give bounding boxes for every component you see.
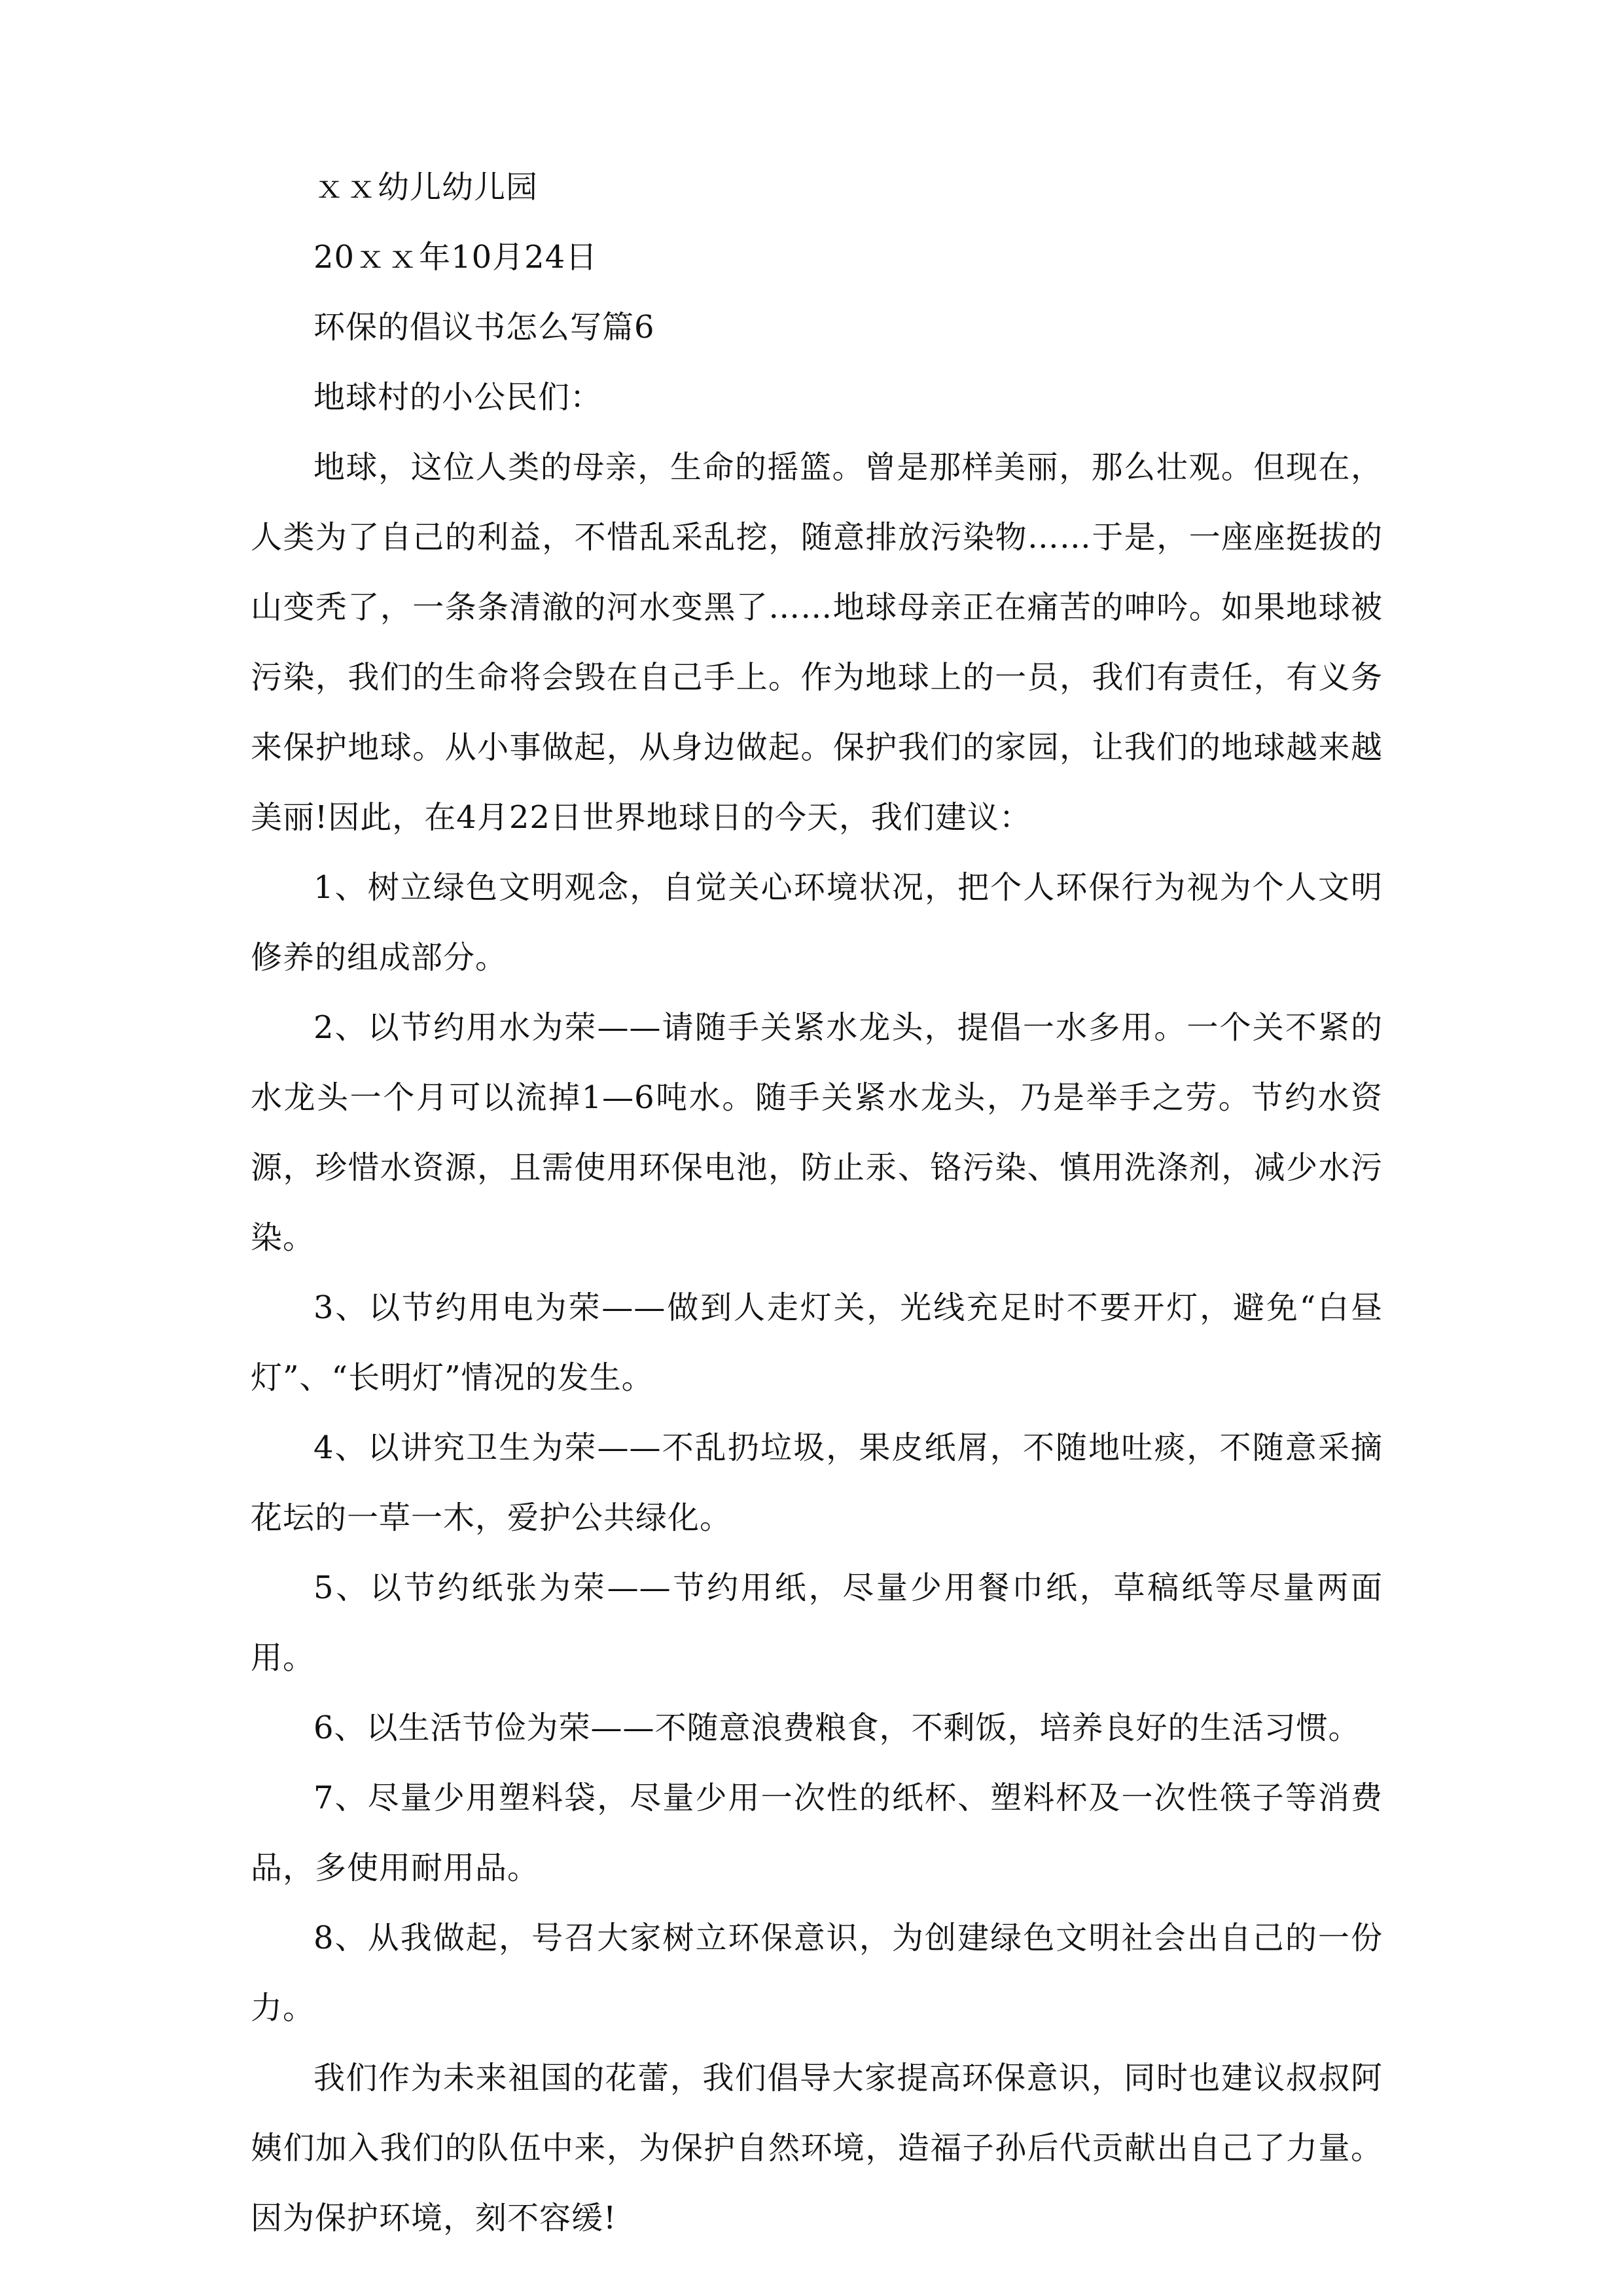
proposal-item-5: 5、以节约纸张为荣——节约用纸，尽量少用餐巾纸，草稿纸等尽量两面用。 [251, 1570, 1383, 1676]
proposal-item-4: 4、以讲究卫生为荣——不乱扔垃圾，果皮纸屑，不随地吐痰，不随意采摘花坛的一草一木，爱护公共绿化。 [251, 1429, 1383, 1536]
organization-name: ｘｘ幼儿幼儿园 [313, 169, 539, 206]
proposal-item-2: 2、以节约用水为荣——请随手关紧水龙头，提倡一水多用。一个关不紧的水龙头一个月可以流掉1—6吨水。随手关紧水龙头，乃是举手之劳。节约水资源，珍惜水资源，且需使用环保电池，防止汞、铬污染、慎用洗涤剂，减少水污染。 [251, 1009, 1383, 1256]
intro-paragraph: 地球，这位人类的母亲，生命的摇篮。曾是那样美丽，那么壮观。但现在，人类为了自己的利益，不惜乱采乱挖，随意排放污染物……于是，一座座挺拔的山变秃了，一条条清澈的河水变黑了……地球母亲正在痛苦的呻吟。如果地球被污染，我们的生命将会毁在自己手上。作为地球上的一员，我们有责任，有义务来保护地球。从小事做起，从身边做起。保护我们的家园，让我们的地球越来越美丽!因此，在4月22日世界地球日的今天，我们建议： [251, 449, 1383, 836]
proposal-item-8: 8、从我做起，号召大家树立环保意识，为创建绿色文明社会出自己的一份力。 [251, 1920, 1383, 2026]
proposal-item-6: 6、以生活节俭为荣——不随意浪费粮食，不剩饭，培养良好的生活习惯。 [313, 1710, 1361, 1746]
closing-paragraph: 我们作为未来祖国的花蕾，我们倡导大家提高环保意识，同时也建议叔叔阿姨们加入我们的队伍中来，为保护自然环境，造福子孙后代贡献出自己了力量。因为保护环境，刻不容缓! [251, 2060, 1383, 2236]
proposal-item-3: 3、以节约用电为荣——做到人走灯关，光线充足时不要开灯，避免“白昼灯”、“长明灯”情况的发生。 [251, 1289, 1383, 1396]
proposal-item-7: 7、尽量少用塑料袋，尽量少用一次性的纸杯、塑料杯及一次性筷子等消费品，多使用耐用品。 [251, 1780, 1383, 1886]
proposal-item-1: 1、树立绿色文明观念，自觉关心环境状况，把个人环保行为视为个人文明修养的组成部分。 [251, 869, 1383, 976]
salutation: 地球村的小公民们： [313, 379, 603, 416]
section-heading: 环保的倡议书怎么写篇6 [313, 309, 655, 346]
document-body [251, 152, 1383, 2253]
document-date: 20ｘｘ年10月24日 [313, 239, 598, 276]
